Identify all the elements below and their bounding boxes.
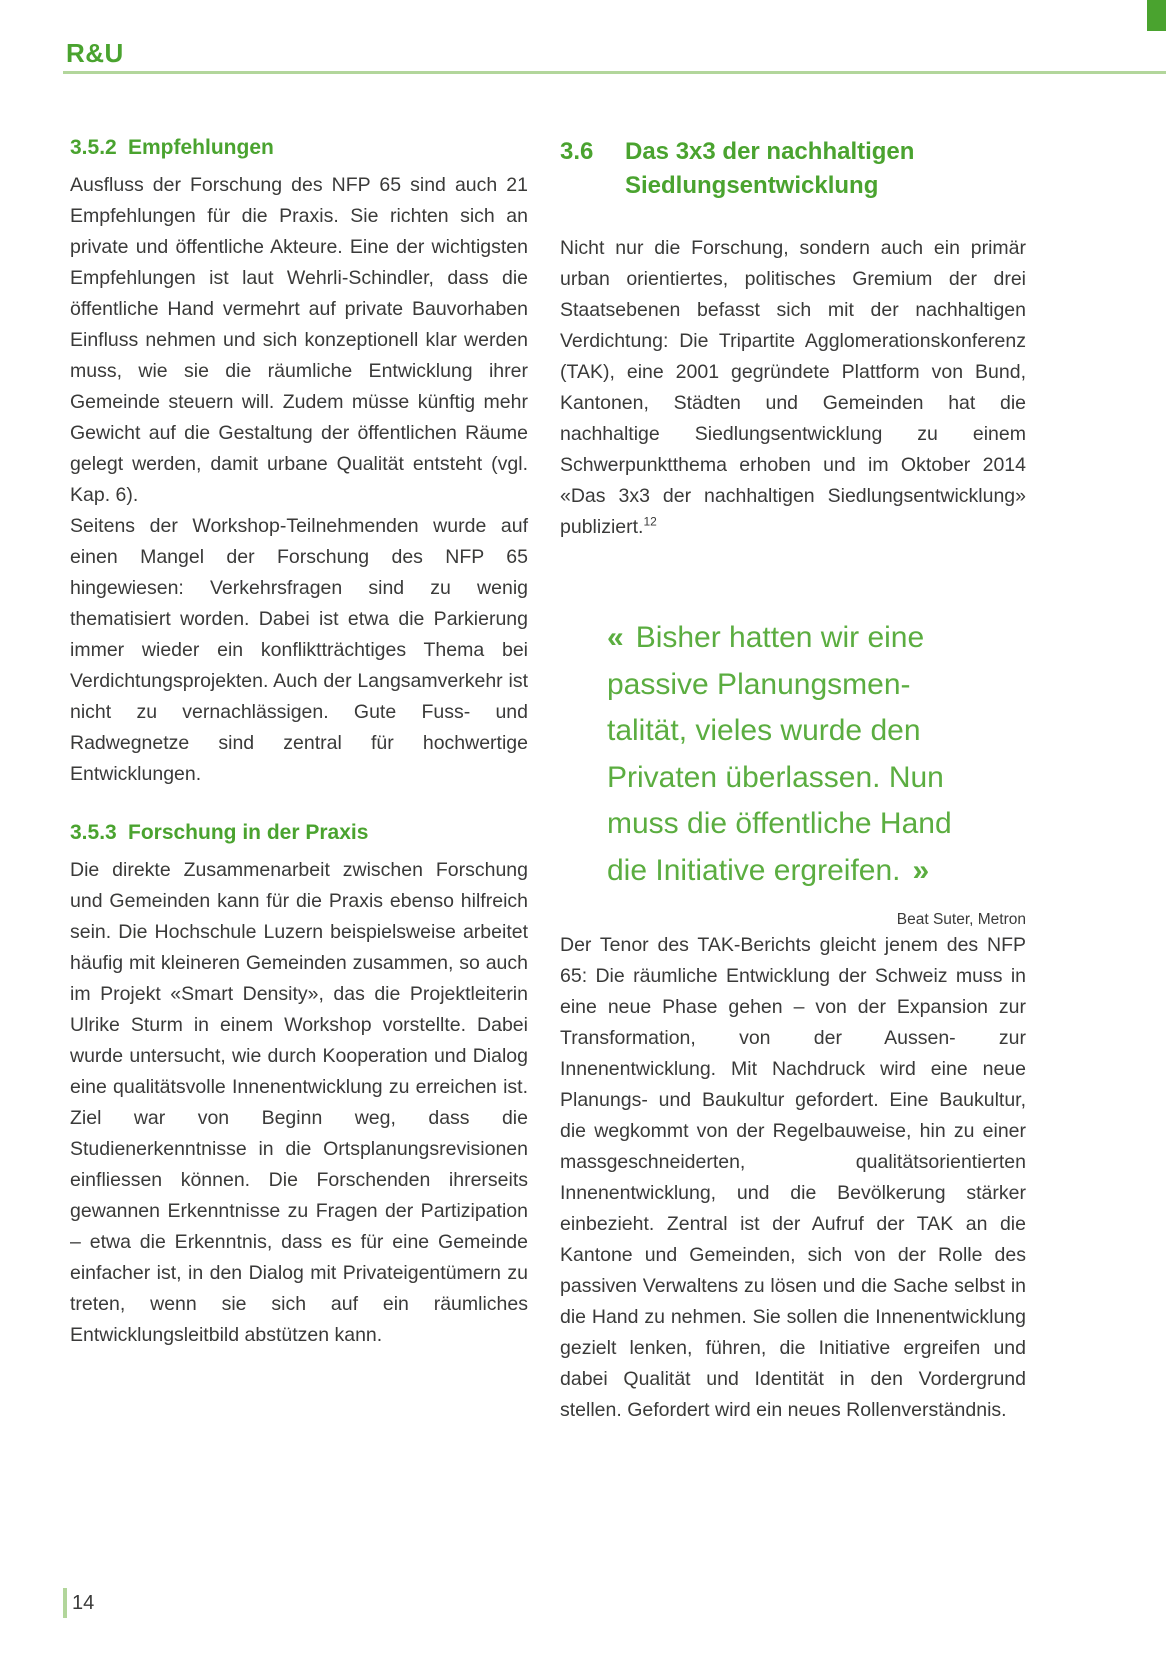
chapter-corner-tab [1147, 0, 1166, 31]
section-number: 3.6 [560, 138, 594, 165]
section-heading-353 [70, 820, 528, 846]
paragraph-text: Nicht nur die Forschung, sondern auch ein primär urban orientiertes, politisches Gremium der drei Staatsebenen befasst sich mit der nachhaltigen Verdichtung: Die Tripartite Agglomerationskonferenz (TAK), eine 2001 gegründete Plattform von Bund, Kantonen, Städten und Gemeinden hat die nachhaltige Siedlungsentwicklung zu einem Schwerpunktthema erhoben und im Oktober 2014 «Das 3x3 der nachhaltigen Siedlungsentwicklung» publiziert. [560, 237, 1026, 538]
paragraph: Der Tenor des TAK-Berichts gleicht jenem des NFP 65: Die räumliche Entwicklung der Schweiz muss in eine neue Phase gehen – von der Expansion zur Transformation, von der Aussen- zur Innenentwicklung. Mit Nachdruck wird eine neue Planungs- und Baukultur gefordert. Eine Baukultur, die wegkommt von der Regelbauweise, hin zu einer massgeschneiderten, qualitätsorientierten Innenentwicklung, und die Bevölkerung stärker einbezieht. Zentral ist der Aufruf der TAK an die Kantone und Gemeinden, sich von der Rolle des passiven Verwaltens zu lösen und die Sache selbst in die Hand zu nehmen. Sie sollen die Innenentwicklung gezielt lenken, führen, die Initiative ergreifen und dabei Qualität und Identität in den Vordergrund stellen. Gefordert wird ein neues Rollenverständnis. [560, 934, 1026, 1421]
quote-line: die Initiative ergreifen. [607, 853, 901, 887]
paragraph: Die direkte Zusammenarbeit zwischen Forschung und Gemeinden kann für die Praxis ebenso hilfreich sein. Die Hochschule Luzern beispielsweise arbeitet häufig mit kleineren Gemeinden zusammen, so auch im Projekt «Smart Density», das die Projektleiterin Ulrike Sturm in einem Workshop vorstellte. Dabei wurde untersucht, wie durch Kooperation und Dialog eine qualitätsvolle Innenentwicklung zu erreichen ist. Ziel war von Beginn weg, dass die Studienerkenntnisse in die Ortsplanungsrevisionen einfliessen können. Die Forschenden ihrerseits gewannen Erkenntnisse zu Fragen der Partizipation – etwa die Erkenntnis, dass es für eine Gemeinde einfacher ist, in den Dialog mit Privateigentümern zu treten, wenn sie sich auf ein räumliches Entwicklungsleitbild abstützen kann. [70, 859, 528, 1346]
page-footer [63, 1588, 94, 1618]
section-heading-36 [560, 135, 1026, 203]
header-rule [63, 71, 1166, 74]
quote-attribution: Beat Suter, Metron [896, 911, 1026, 928]
right-column [560, 135, 1026, 1426]
footnote-marker: 12 [643, 514, 657, 529]
section-title: Forschung in der Praxis [128, 821, 369, 844]
left-column [70, 135, 528, 1351]
quote-line: talität, vieles wurde den [607, 714, 921, 747]
section-title-line2: Siedlungsentwicklung [625, 172, 879, 199]
section-number: 3.5.2 [70, 136, 117, 159]
footer-rule [63, 1588, 67, 1618]
open-guillemet-icon: « [607, 621, 622, 654]
quote-line: Bisher hatten wir eine [635, 621, 925, 654]
brand-logo: R&U [66, 38, 124, 68]
section-heading-352 [70, 135, 528, 161]
quote-line: Privaten überlassen. Nun [607, 760, 944, 794]
paragraph: Ausfluss der Forschung des NFP 65 sind auch 21 Empfehlungen für die Praxis. Sie richten sich an private und öffentliche Akteure. Eine der wichtigsten Empfehlungen ist laut Wehrli-Schindler, dass die öffentliche Hand vermehrt auf private Bauvorhaben Einfluss nehmen und sich konzeptionell klar werden muss, wie sie die räumliche Entwicklung ihrer Gemeinde steuern will. Zudem müsse künftig mehr Gewicht auf die Gestaltung der öffentlichen Räume gelegt werden, damit urbane Qualität entsteht (vgl. Kap. 6). [70, 174, 528, 506]
section-title [625, 135, 914, 203]
section-number: 3.5.3 [70, 821, 117, 844]
section-title-line1: Das 3x3 der nachhaltigen [625, 138, 915, 165]
pull-quote [607, 615, 1026, 894]
page-number: 14 [72, 1591, 95, 1614]
section-title: Empfehlungen [128, 136, 274, 159]
quote-line: muss die öffentliche Hand [607, 807, 952, 840]
paragraph: Seitens der Workshop-Teilnehmenden wurde auf einen Mangel der Forschung des NFP 65 hingewiesen: Verkehrsfragen sind zu wenig thematisiert worden. Dabei ist etwa die Parkierung immer wieder ein konfliktträchtiges Thema bei Verdichtungsprojekten. Auch der Langsamverkehr ist nicht zu vernachlässigen. Gute Fuss- und Radwegnetze sind zentral für hochwertige Entwicklungen. [70, 515, 528, 785]
paragraph [560, 233, 1026, 543]
quote-line: passive Planungsmen- [607, 667, 911, 701]
close-guillemet-icon: » [912, 853, 928, 887]
